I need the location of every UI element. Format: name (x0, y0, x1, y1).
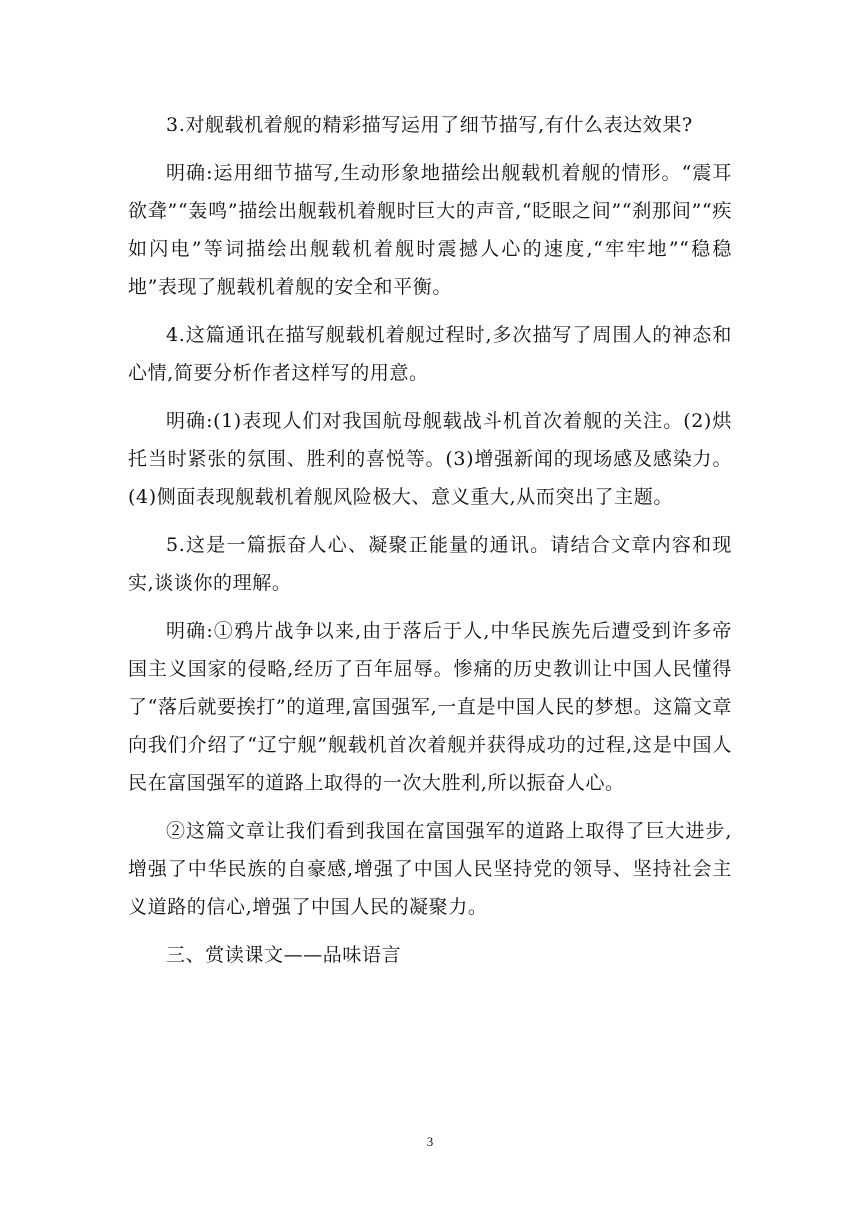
question-5: 5.这是一篇振奋人心、凝聚正能量的通讯。请结合文章内容和现实,谈谈你的理解。 (128, 534, 732, 594)
document-body (128, 106, 732, 984)
section-heading: 三、赏读课文——品味语言 (166, 944, 402, 966)
answer-5-part-2: ②这篇文章让我们看到我国在富国强军的道路上取得了巨大进步,增强了中华民族的自豪感,增强了中国人民坚持党的领导、坚持社会主义道路的信心,增强了中国人民的凝聚力。 (128, 820, 732, 918)
answer-3: 明确:运用细节描写,生动形象地描绘出舰载机着舰的情形。“震耳欲聋”“轰鸣”描绘出舰载机着舰时巨大的声音,“眨眼之间”“刹那间”“疾如闪电”等词描绘出舰载机着舰时震撼人心的速度,“牢牢地”“稳稳地”表现了舰载机着舰的安全和平衡。 (128, 162, 732, 298)
answer-5-part-1: 明确:①鸦片战争以来,由于落后于人,中华民族先后遭受到许多帝国主义国家的侵略,经历了百年屈辱。惨痛的历史教训让中国人民懂得了“落后就要挨打”的道理,富国强军,一直是中国人民的梦想。这篇文章向我们介绍了“辽宁舰”舰载机首次着舰并获得成功的过程,这是中国人民在富国强军的道路上取得的一次大胜利,所以振奋人心。 (128, 620, 732, 794)
page-number: 3 (426, 1134, 434, 1149)
question-4: 4.这篇通讯在描写舰载机着舰过程时,多次描写了周围人的神态和心情,简要分析作者这样写的用意。 (128, 324, 732, 384)
answer-4: 明确:(1)表现人们对我国航母舰载战斗机首次着舰的关注。(2)烘托当时紧张的氛围、胜利的喜悦等。(3)增强新闻的现场感及感染力。(4)侧面表现舰载机着舰风险极大、意义重大,从而突出了主题。 (128, 410, 732, 508)
question-3: 3.对舰载机着舰的精彩描写运用了细节描写,有什么表达效果? (166, 114, 693, 136)
